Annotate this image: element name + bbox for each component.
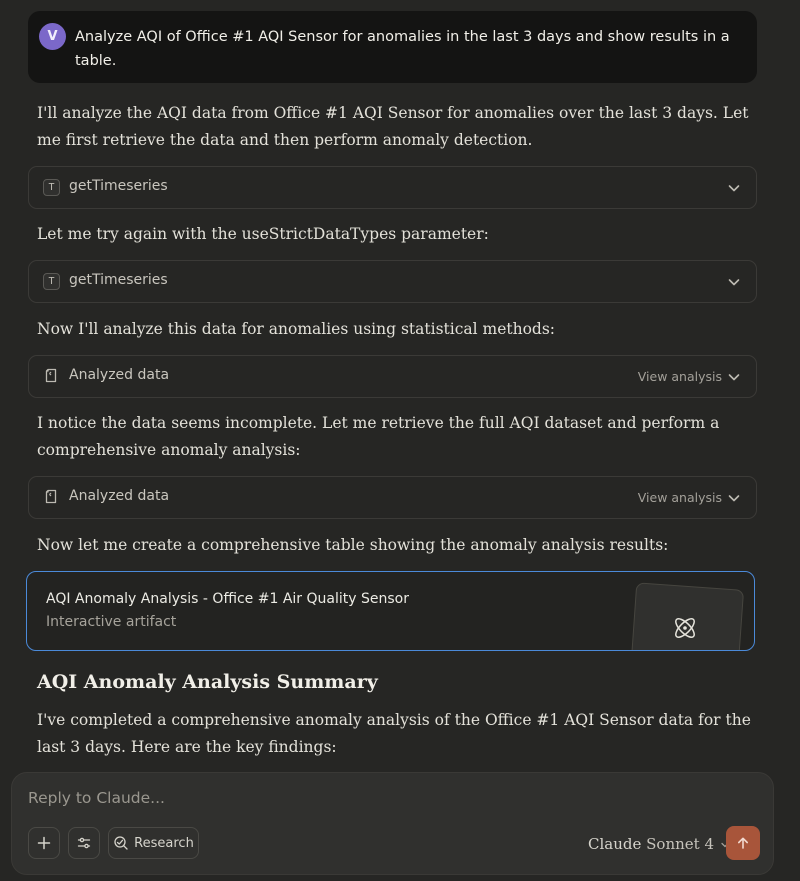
tool-call-label: Analyzed data: [69, 367, 170, 383]
analysis-icon: [43, 367, 60, 384]
research-button[interactable]: [108, 827, 199, 859]
artifact-title: AQI Anomaly Analysis - Office #1 Air Quality Sensor: [46, 591, 409, 607]
assistant-text-3: Now I'll analyze this data for anomalies using statistical methods:: [37, 320, 556, 338]
user-message-text: Analyze AQI of Office #1 AQI Sensor for anomalies in the last 3 days and show results in a table.: [75, 29, 730, 69]
assistant-text-6: I've completed a comprehensive anomaly analysis of the Office #1 AQI Sensor data for the last 3 days. Here are the key findings:: [37, 711, 751, 756]
summary-heading: AQI Anomaly Analysis Summary: [37, 671, 378, 693]
assistant-text-4: I notice the data seems incomplete. Let me retrieve the full AQI dataset and perform a comprehensive anomaly analysis:: [37, 414, 720, 459]
research-label: Research: [134, 835, 194, 851]
assistant-text-2: Let me try again with the useStrictDataTypes parameter:: [37, 225, 489, 243]
artifact-subtitle: Interactive artifact: [46, 614, 177, 630]
chevron-down-icon[interactable]: [725, 489, 743, 507]
tool-call-gettimeseries-2[interactable]: [28, 260, 757, 303]
research-icon: [113, 835, 129, 851]
avatar: V: [39, 23, 66, 50]
tool-call-label: getTimeseries: [69, 272, 168, 288]
tools-button[interactable]: [68, 827, 100, 859]
tool-t-icon: T: [43, 179, 60, 196]
tool-call-analyzed-data-1[interactable]: [28, 355, 757, 398]
tool-t-icon: T: [43, 273, 60, 290]
view-analysis-link[interactable]: View analysis: [637, 490, 722, 505]
reply-composer: [11, 772, 774, 875]
sliders-icon: [76, 835, 92, 851]
model-name: Claude: [588, 835, 642, 853]
add-button[interactable]: [28, 827, 60, 859]
assistant-text-1: I'll analyze the AQI data from Office #1 AQI Sensor for anomalies over the last 3 days. Let me first retrieve the data and then perform anomaly detection.: [37, 104, 749, 149]
plus-icon: [36, 835, 52, 851]
send-button[interactable]: [726, 826, 760, 860]
tool-call-label: getTimeseries: [69, 178, 168, 194]
tool-call-analyzed-data-2[interactable]: [28, 476, 757, 519]
arrow-up-icon: [735, 835, 751, 851]
user-message: [28, 11, 757, 83]
reply-input[interactable]: [28, 789, 628, 807]
atom-icon: [669, 612, 701, 644]
chevron-down-icon[interactable]: [725, 368, 743, 386]
chevron-down-icon[interactable]: [725, 273, 743, 291]
analysis-icon: [43, 488, 60, 505]
view-analysis-link[interactable]: View analysis: [637, 369, 722, 384]
assistant-text-5: Now let me create a comprehensive table showing the anomaly analysis results:: [37, 536, 669, 554]
model-selector[interactable]: [588, 835, 731, 853]
model-version: Sonnet 4: [646, 835, 714, 853]
tool-call-label: Analyzed data: [69, 488, 170, 504]
artifact-card[interactable]: [26, 571, 755, 651]
chevron-down-icon[interactable]: [725, 179, 743, 197]
tool-call-gettimeseries-1[interactable]: [28, 166, 757, 209]
